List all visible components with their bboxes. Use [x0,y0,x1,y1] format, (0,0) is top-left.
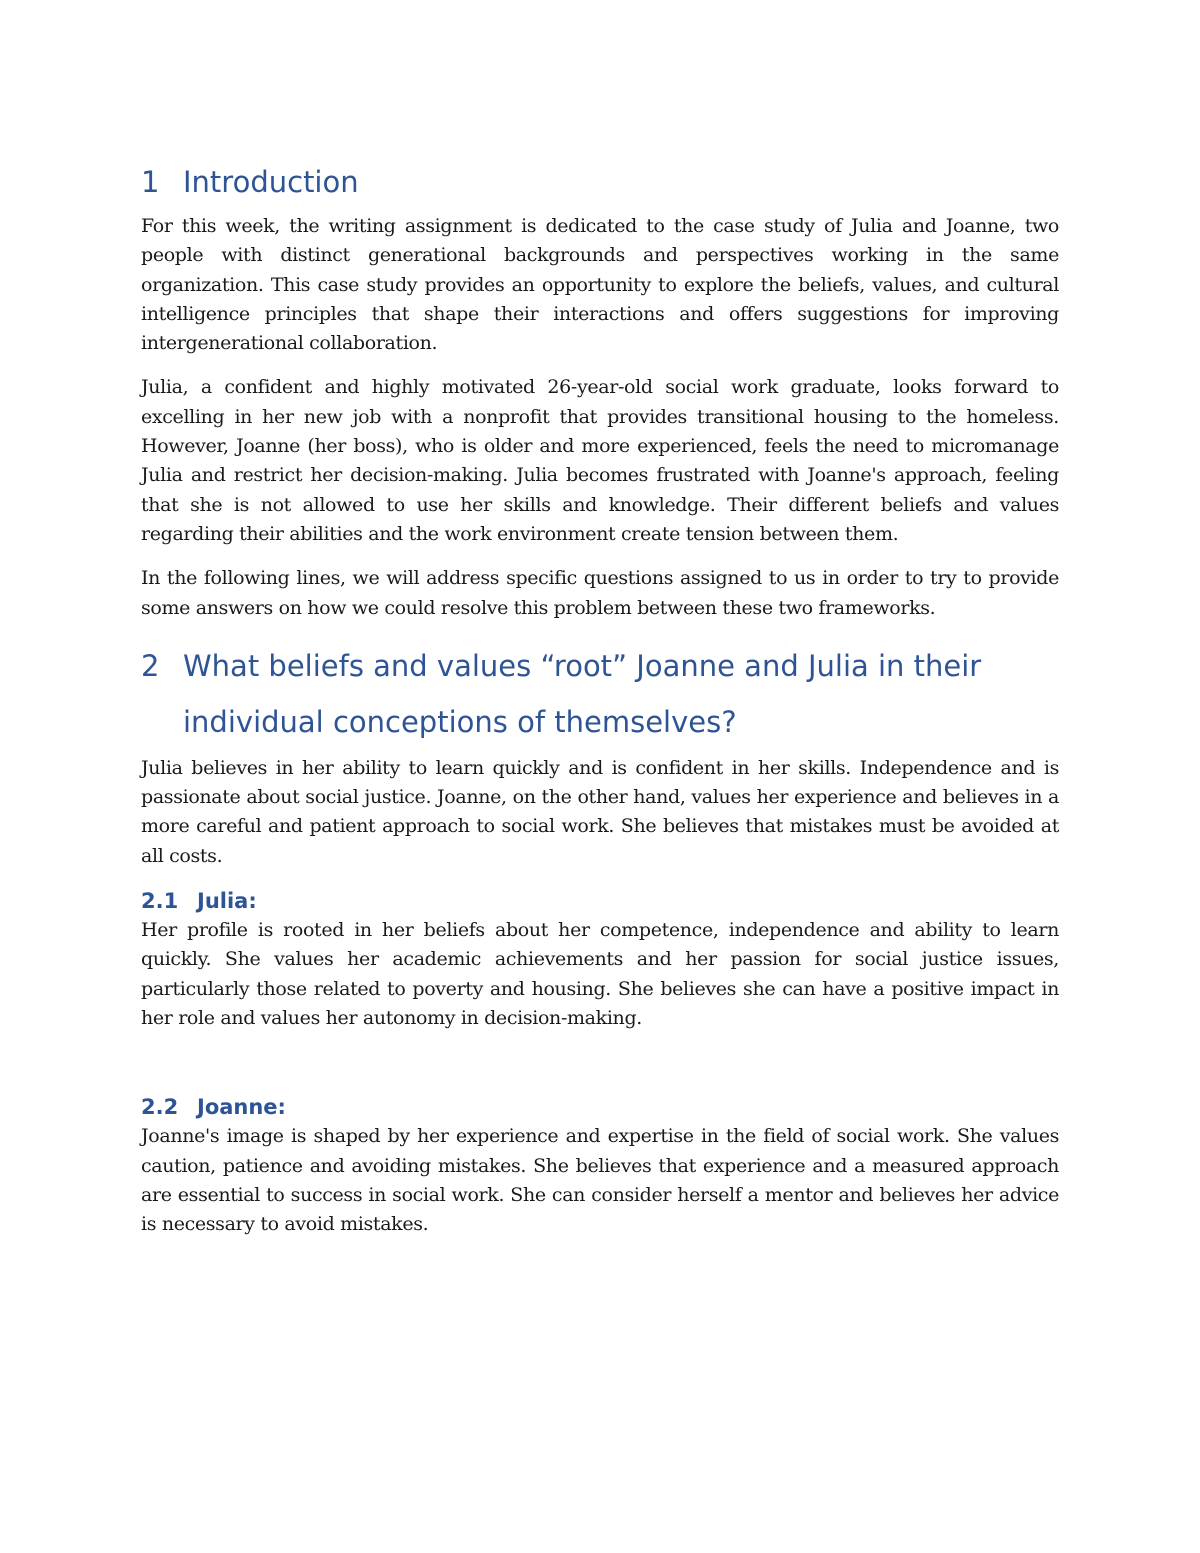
subheading-title: Joanne: [197,1095,286,1120]
joanne-paragraph: Joanne's image is shaped by her experience and expertise in the field of social work. She values caution, patience and avoiding mistakes. She believes that experience and a measured approach are essential to success in social work. She can consider herself a mentor and believes her advice is necessary to avoid mistakes. [141,1125,1059,1236]
julia-paragraph: Her profile is rooted in her beliefs about her competence, independence and ability to learn quickly. She values her academic achievements and her passion for social justice issues, particularly those related to poverty and housing. She believes she can have a positive impact in her role and values her autonomy in decision-making. [141,919,1059,1029]
heading-beliefs-values [141,638,1059,750]
heading-number: 2 [141,648,160,683]
subheading-julia [141,886,1059,916]
heading-number: 1 [141,165,160,199]
beliefs-paragraph: Julia believes in her ability to learn quickly and is confident in her skills. Independence and is passionate about social justice. Joanne, on the other hand, values her experience and believes in a more careful and patient approach to social work. She believes that mistakes must be avoided at all costs. [141,756,1059,867]
heading-introduction [141,160,1059,204]
subheading-joanne [141,1092,1059,1122]
heading-title: What beliefs and values “root” Joanne and Julia in their individual conceptions of themselves? [183,648,982,739]
blank-line [141,1048,1059,1092]
intro-paragraph-2: Julia, a confident and highly motivated 26-year-old social work graduate, looks forward to excelling in her new job with a nonprofit that provides transitional housing to the homeless. However, Joanne (her boss), who is older and more experienced, feels the need to micromanage Julia and restrict her decision-making. Julia becomes frustrated with Joanne's approach, feeling that she is not allowed to use her skills and knowledge. Their different beliefs and values regarding their abilities and the work environment create tension between them. [141,376,1059,545]
intro-paragraph-1: For this week, the writing assignment is dedicated to the case study of Julia and Joanne, two people with distinct generational backgrounds and perspectives working in the same organization. This case study provides an opportunity to explore the beliefs, values, and cultural intelligence principles that shape their interactions and offers suggestions for improving intergenerational collaboration. [141,215,1059,355]
intro-paragraph-3: In the following lines, we will address specific questions assigned to us in order to try to provide some answers on how we could resolve this problem between these two frameworks. [141,567,1059,619]
document-body [141,160,1059,1254]
heading-title: Introduction [183,165,359,199]
subheading-title: Julia: [197,889,257,914]
subheading-number: 2.2 [141,1095,179,1120]
subheading-number: 2.1 [141,889,179,914]
